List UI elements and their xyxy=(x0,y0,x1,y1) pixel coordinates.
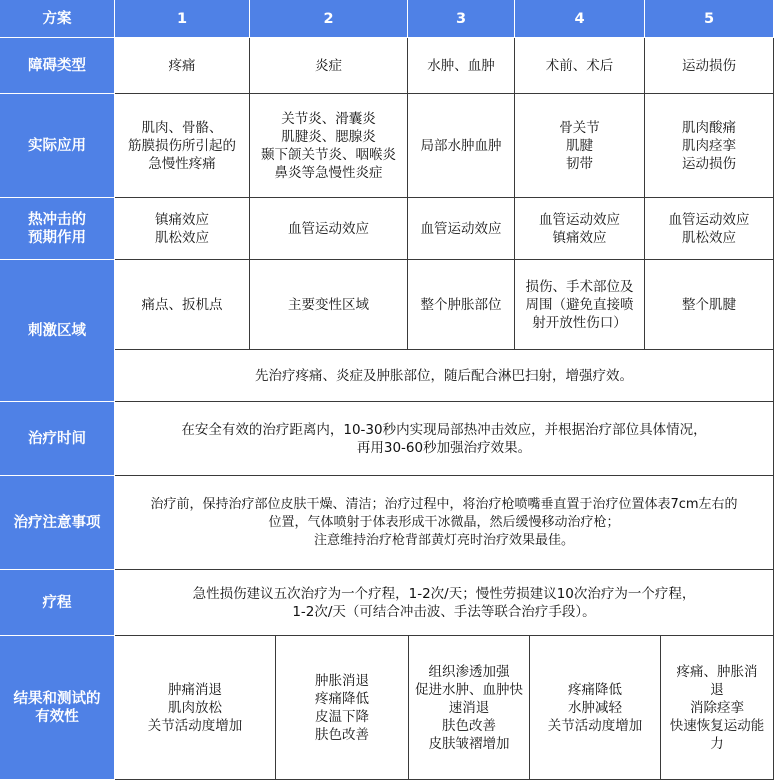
row-label-result: 结果和测试的 有效性 xyxy=(0,636,115,780)
obstacle-cell-1: 疼痛 xyxy=(115,38,250,94)
header-label: 方案 xyxy=(0,0,115,38)
application-cell-5: 肌肉酸痛 肌肉痉挛 运动损伤 xyxy=(645,94,774,198)
result-cell-3: 组织渗透加强 促进水肿、血肿快 速消退 肤色改善 皮肤皱褶增加 xyxy=(409,636,530,780)
result-cell-1: 肿痛消退 肌肉放松 关节活动度增加 xyxy=(115,636,276,780)
row-label-notes: 治疗注意事项 xyxy=(0,476,115,570)
header-plan-5: 5 xyxy=(645,0,774,38)
area-note: 先治疗疼痛、炎症及肿胀部位，随后配合淋巴扫射，增强疗效。 xyxy=(115,350,774,402)
effect-cell-5: 血管运动效应 肌松效应 xyxy=(645,198,774,260)
application-cell-1: 肌肉、骨骼、 筋膜损伤所引起的 急慢性疼痛 xyxy=(115,94,250,198)
application-cell-3: 局部水肿血肿 xyxy=(408,94,515,198)
effect-cell-3: 血管运动效应 xyxy=(408,198,515,260)
row-label-course: 疗程 xyxy=(0,570,115,636)
obstacle-cell-2: 炎症 xyxy=(250,38,408,94)
area-cell-1: 痛点、扳机点 xyxy=(115,260,250,350)
header-plan-3: 3 xyxy=(408,0,515,38)
area-cell-5: 整个肌腱 xyxy=(645,260,774,350)
area-cell-3: 整个肿胀部位 xyxy=(408,260,515,350)
effect-cell-4: 血管运动效应 镇痛效应 xyxy=(515,198,645,260)
result-cell-4: 疼痛降低 水肿减轻 关节活动度增加 xyxy=(530,636,661,780)
header-plan-4: 4 xyxy=(515,0,645,38)
header-plan-2: 2 xyxy=(250,0,408,38)
time-text: 在安全有效的治疗距离内，10-30秒内实现局部热冲击效应，并根据治疗部位具体情况， 再用30-60秒加强治疗效果。 xyxy=(115,402,774,476)
obstacle-cell-4: 术前、术后 xyxy=(515,38,645,94)
application-cell-4: 骨关节 肌腱 韧带 xyxy=(515,94,645,198)
obstacle-cell-5: 运动损伤 xyxy=(645,38,774,94)
result-cell-2: 肿胀消退 疼痛降低 皮温下降 肤色改善 xyxy=(276,636,409,780)
course-text: 急性损伤建议五次治疗为一个疗程，1-2次/天；慢性劳损建议10次治疗为一个疗程， 1-2次/天（可结合冲击波、手法等联合治疗手段）。 xyxy=(115,570,774,636)
header-plan-1: 1 xyxy=(115,0,250,38)
area-cell-2: 主要变性区域 xyxy=(250,260,408,350)
application-cell-2: 关节炎、滑囊炎 肌腱炎、腮腺炎 颞下颌关节炎、咽喉炎 鼻炎等急慢性炎症 xyxy=(250,94,408,198)
area-cell-4: 损伤、手术部位及 周围（避免直接喷 射开放性伤口） xyxy=(515,260,645,350)
obstacle-cell-3: 水肿、血肿 xyxy=(408,38,515,94)
row-label-application: 实际应用 xyxy=(0,94,115,198)
row-label-obstacle: 障碍类型 xyxy=(0,38,115,94)
row-label-effect: 热冲击的 预期作用 xyxy=(0,198,115,260)
notes-text: 治疗前，保持治疗部位皮肤干燥、清洁；治疗过程中，将治疗枪喷嘴垂直置于治疗位置体表7cm左右的 位置，气体喷射于体表形成干冰微晶，然后缓慢移动治疗枪； 注意维持治疗枪背部黄灯亮时治疗效果最佳。 xyxy=(115,476,774,570)
effect-cell-1: 镇痛效应 肌松效应 xyxy=(115,198,250,260)
effect-cell-2: 血管运动效应 xyxy=(250,198,408,260)
result-cell-5: 疼痛、肿胀消 退 消除痉挛 快速恢复运动能 力 xyxy=(661,636,774,780)
row-label-area: 刺激区域 xyxy=(0,260,115,402)
row-label-time: 治疗时间 xyxy=(0,402,115,476)
